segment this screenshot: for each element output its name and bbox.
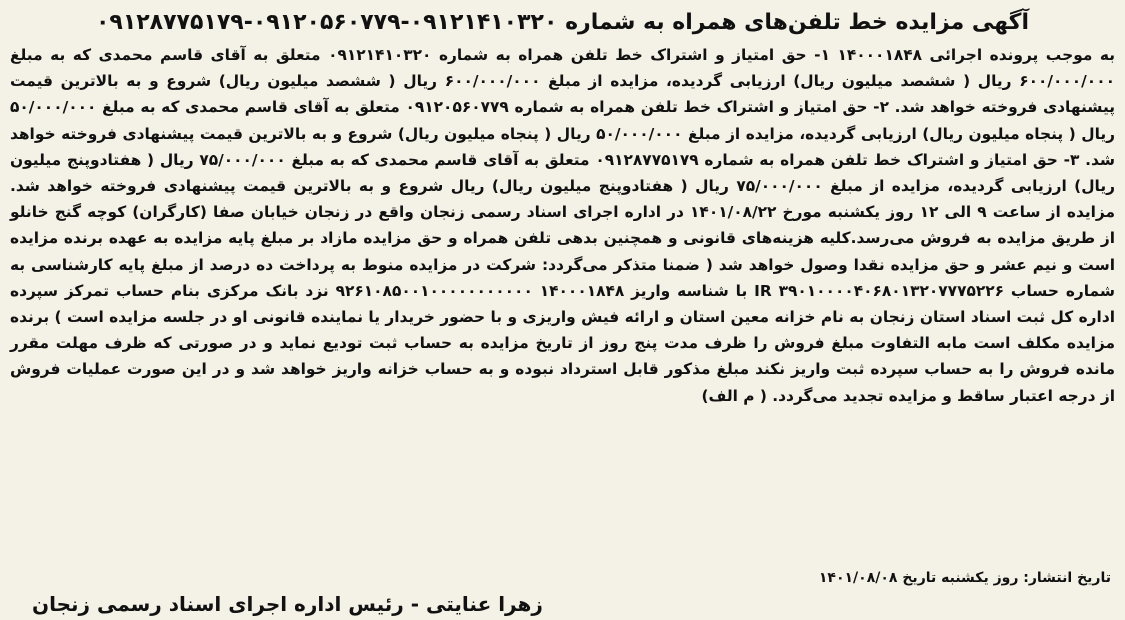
notice-title: آگهی مزایده خط تلفن‌های همراه به شماره ۰۹۱۲۱۴۱۰۳۲۰-۰۹۱۲۰۵۶۰۷۷۹-۰۹۱۲۸۷۷۵۱۷۹ [95, 10, 1030, 35]
notice-footer [14, 560, 1111, 620]
notice-body [10, 42, 1115, 409]
notice-paragraph: به موجب پرونده اجرائی ۱۴۰۰۰۱۸۴۸ ۱- حق امتیاز و اشتراک خط تلفن همراه به شماره ۰۹۱۲۱۴۱۰۳۲۰ متعلق به آقای قاسم محمدی که به مبلغ ۶۰۰/۰۰۰/۰۰۰ ریال ( ششصد میلیون ریال) ارزیابی گردیده، مزایده از مبلغ ۶۰۰/۰۰۰/۰۰۰ ریال ( ششصد میلیون ریال) شروع و به بالاترین قیمت پیشنهادی فروخته خواهد شد. ۲- حق امتیاز و اشتراک خط تلفن همراه به شماره ۰۹۱۲۰۵۶۰۷۷۹ متعلق به آقای قاسم محمدی که به مبلغ ۵۰/۰۰۰/۰۰۰ ریال ( پنجاه میلیون ریال) ارزیابی گردیده، مزایده از مبلغ ۵۰/۰۰۰/۰۰۰ ریال ( پنجاه میلیون ریال) شروع و به بالاترین قیمت پیشنهادی فروخته خواهد شد. ۳- حق امتیاز و اشتراک خط تلفن همراه به شماره ۰۹۱۲۸۷۷۵۱۷۹ متعلق به آقای قاسم محمدی که به مبلغ ۷۵/۰۰۰/۰۰۰ ریال ( هفتادوپنج میلیون ریال) ارزیابی گردیده، مزایده از مبلغ ۷۵/۰۰۰/۰۰۰ ریال ( هفتادوپنج میلیون ریال) ریال شروع و به بالاترین قیمت پیشنهادی فروخته خواهد شد. مزایده از ساعت ۹ الی ۱۲ روز یکشنبه مورخ ۱۴۰۱/۰۸/۲۲ در اداره اجرای اسناد رسمی زنجان واقع در زنجان خیابان صفا (کارگران) کوچه گنج خانلو از طریق مزایده به فروش می‌رسد.کلیه هزینه‌های قانونی و همچنین بدهی تلفن همراه و حق مزایده مازاد بر مبلغ پایه مزایده به عهده برنده مزایده است و نیم عشر و حق مزایده نقدا وصول خواهد شد ( ضمنا متذکر می‌گردد: شرکت در مزایده منوط به پرداخت ده درصد از مبلغ پایه کارشناسی به شماره حساب IR ۳۹۰۱۰۰۰۰۴۰۶۸۰۱۳۲۰۷۷۷۵۲۲۶ با شناسه واریز ۱۴۰۰۰۱۸۴۸ ۹۲۶۱۰۸۵۰۰۱۰۰۰۰۰۰۰۰۰۰۰ نزد بانک مرکزی بنام حساب تمرکز سپرده اداره کل ثبت اسناد استان زنجان به نام خزانه معین استان و ارائه فیش واریزی و با حضور خریدار یا نماینده قانونی او در جلسه مزایده است ) برنده مزایده مکلف است مابه التفاوت مبلغ فروش را ظرف مدت پنج روز از تاریخ مزایده به حساب ثبت تودیع نماید و در صورتی که ظرف مهلت مقرر مانده فروش را به حساب سپرده ثبت واریز نکند مبلغ مذکور قابل استرداد نبوده و به حساب خزانه واریز خواهد شد و در این صورت عملیات فروش از درجه اعتبار ساقط و مزایده تجدید می‌گردد. ( م الف) [10, 46, 1116, 405]
publication-date: تاریخ انتشار: روز یکشنبه تاریخ ۱۴۰۱/۰۸/۰۸ [818, 570, 1111, 586]
signature: زهرا عنایتی - رئیس اداره اجرای اسناد رسمی زنجان [32, 592, 543, 616]
